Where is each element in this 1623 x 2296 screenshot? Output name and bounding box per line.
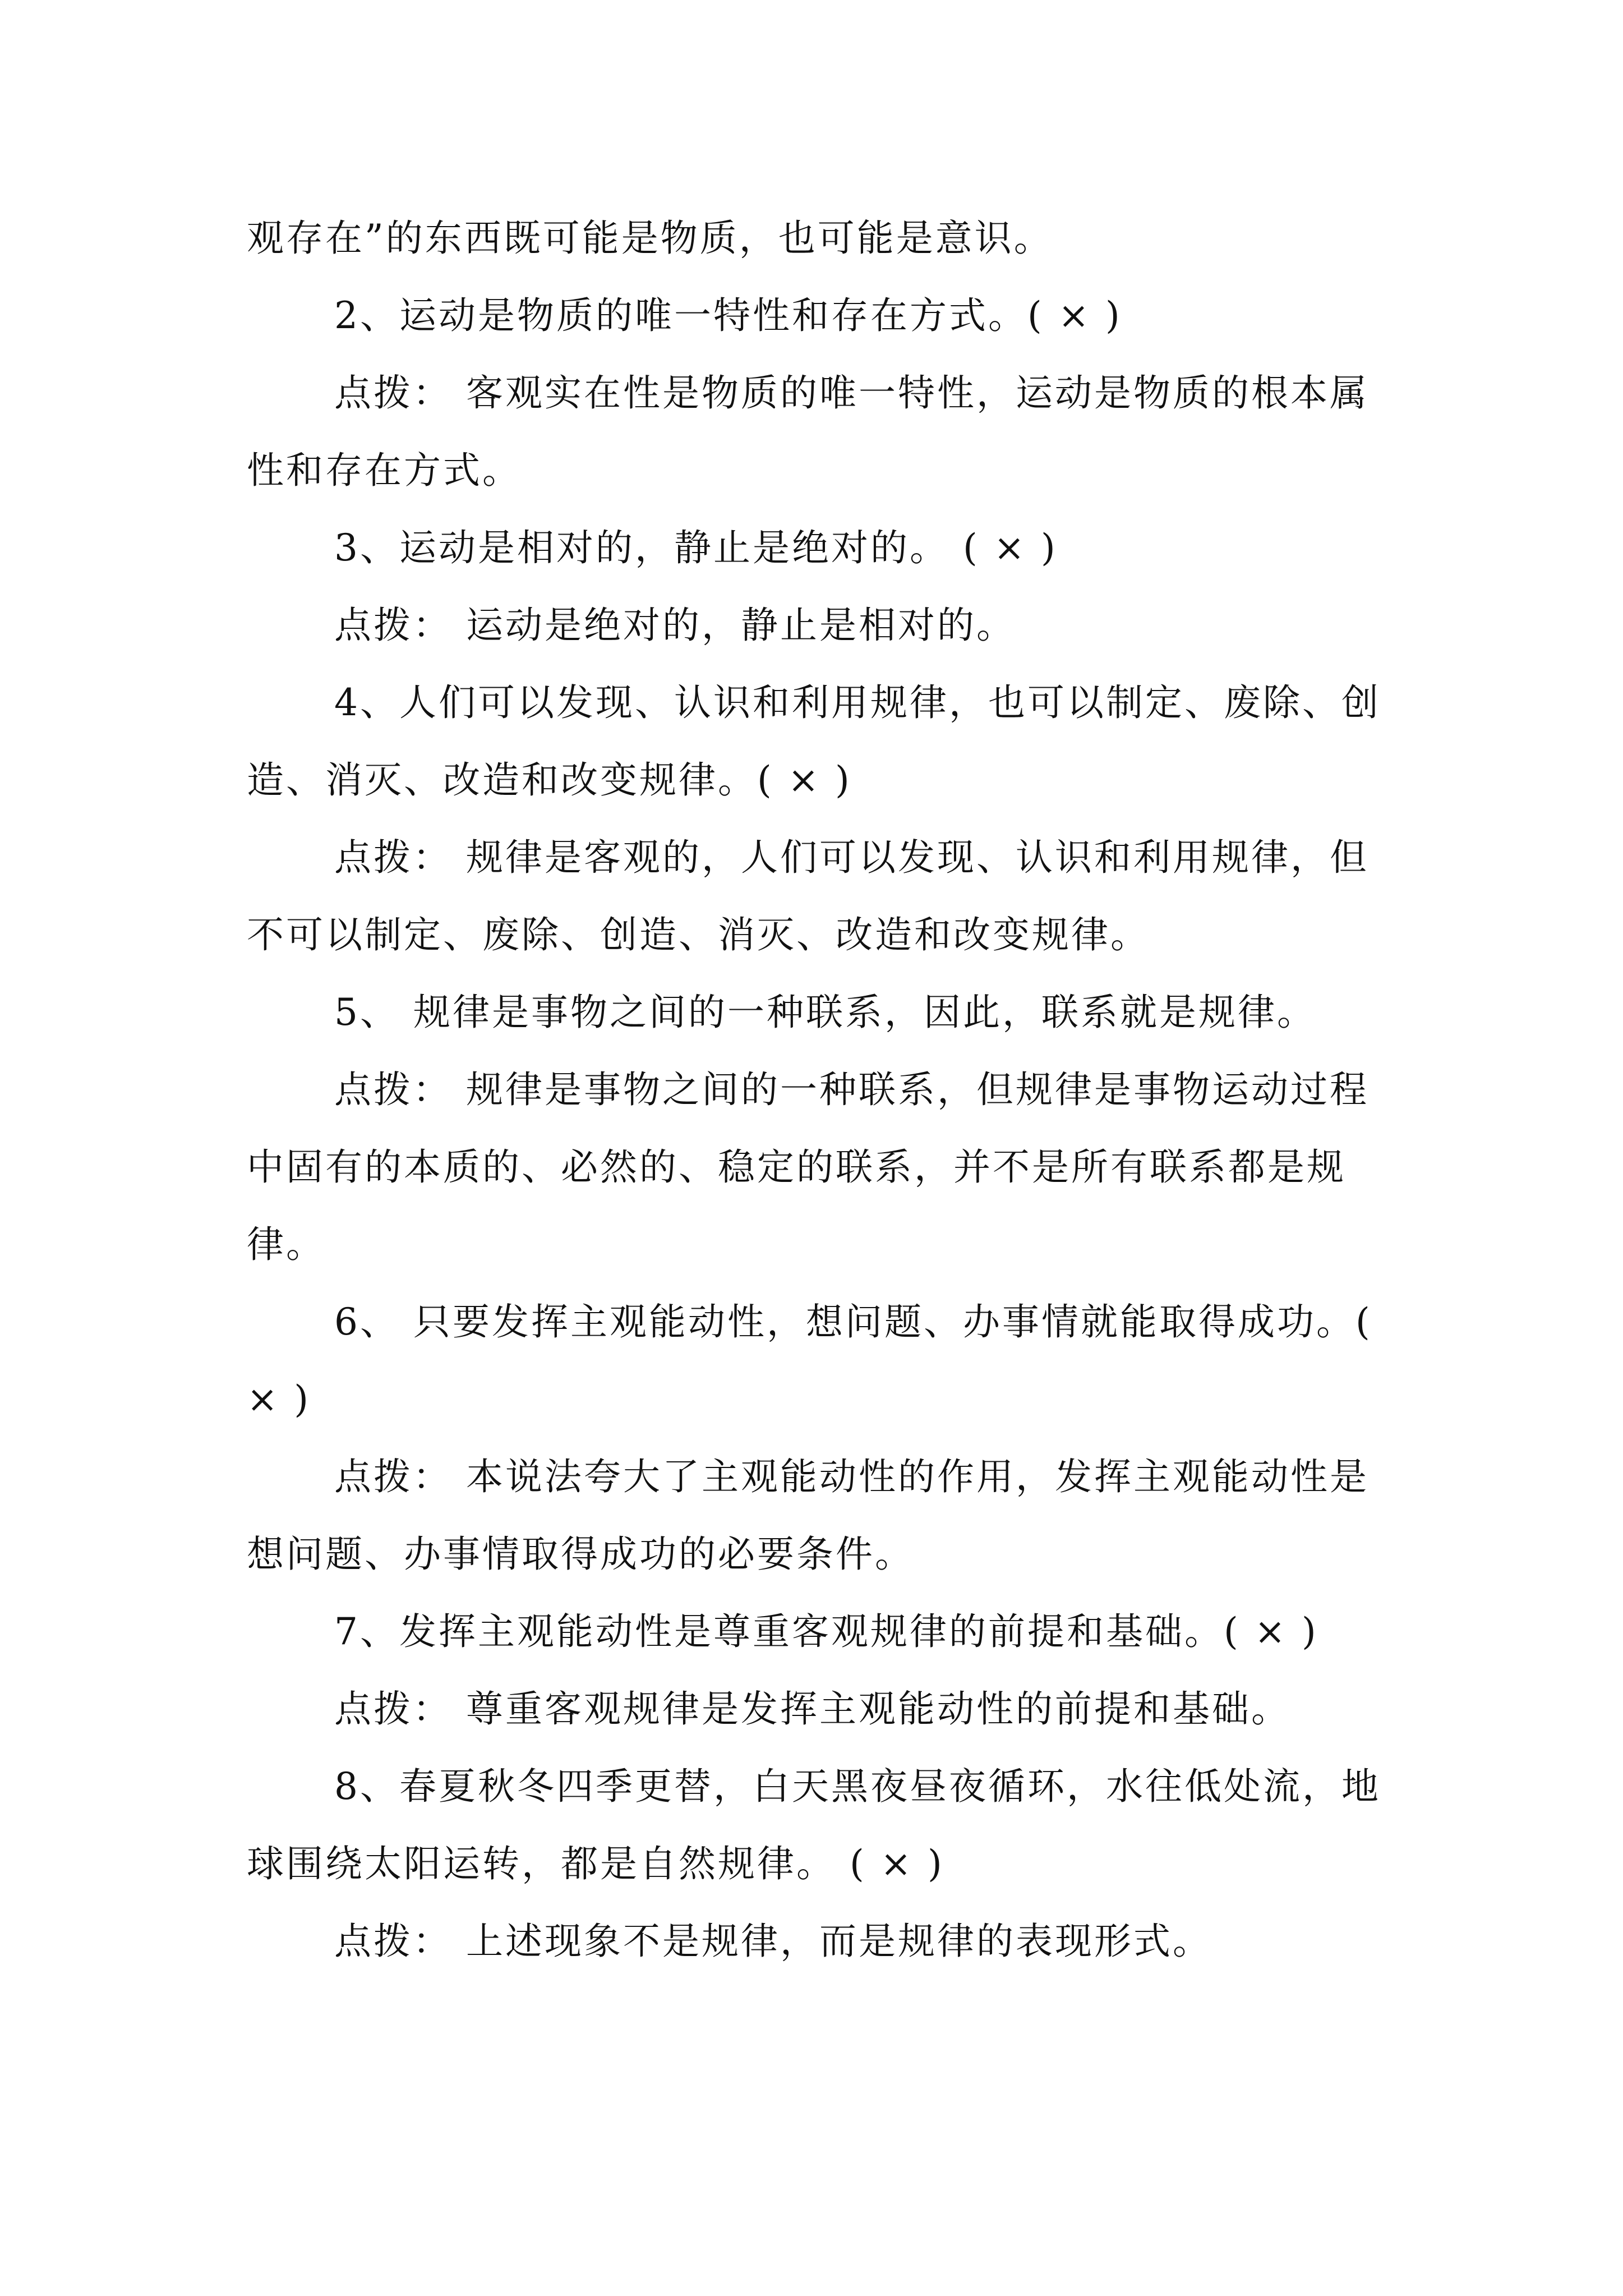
question-6: 6、 只要发挥主观能动性，想问题、办事情就能取得成功。( × ) [247,1300,1372,1421]
hint-5: 点拨： 规律是事物之间的一种联系，但规律是事物运动过程中固有的本质的、必然的、稳定的联系，并不是所有联系都是规律。 [247,1068,1369,1266]
question-8: 8、春夏秋冬四季更替，白天黑夜昼夜循环，水往低处流，地球围绕太阳运转，都是自然规律。 ( × ) [247,1765,1381,1885]
hint-8: 点拨： 上述现象不是规律，而是规律的表现形式。 [334,1920,1212,1963]
hint-2: 点拨： 客观实在性是物质的唯一特性，运动是物质的根本属性和存在方式。 [247,371,1369,492]
document-body [247,200,1391,1980]
hint-4: 点拨： 规律是客观的，人们可以发现、认识和利用规律，但不可以制定、废除、创造、消灭、改造和改变规律。 [247,836,1369,956]
question-4: 4、人们可以发现、认识和利用规律，也可以制定、废除、创造、消灭、改造和改变规律。( × ) [247,681,1381,802]
hint-6: 点拨： 本说法夸大了主观能动性的作用，发挥主观能动性是想问题、办事情取得成功的必要条件。 [247,1455,1369,1576]
question-3: 3、运动是相对的，静止是绝对的。 ( × ) [334,526,1058,569]
hint-3: 点拨： 运动是绝对的，静止是相对的。 [334,604,1016,647]
paragraph-continuation: 观存在”的东西既可能是物质，也可能是意识。 [247,217,1053,260]
question-5: 5、 规律是事物之间的一种联系，因此，联系就是规律。 [334,991,1316,1034]
hint-7: 点拨： 尊重客观规律是发挥主观能动性的前提和基础。 [334,1687,1290,1731]
question-7: 7、发挥主观能动性是尊重客观规律的前提和基础。( × ) [334,1610,1318,1653]
question-2: 2、运动是物质的唯一特性和存在方式。( × ) [334,294,1122,337]
